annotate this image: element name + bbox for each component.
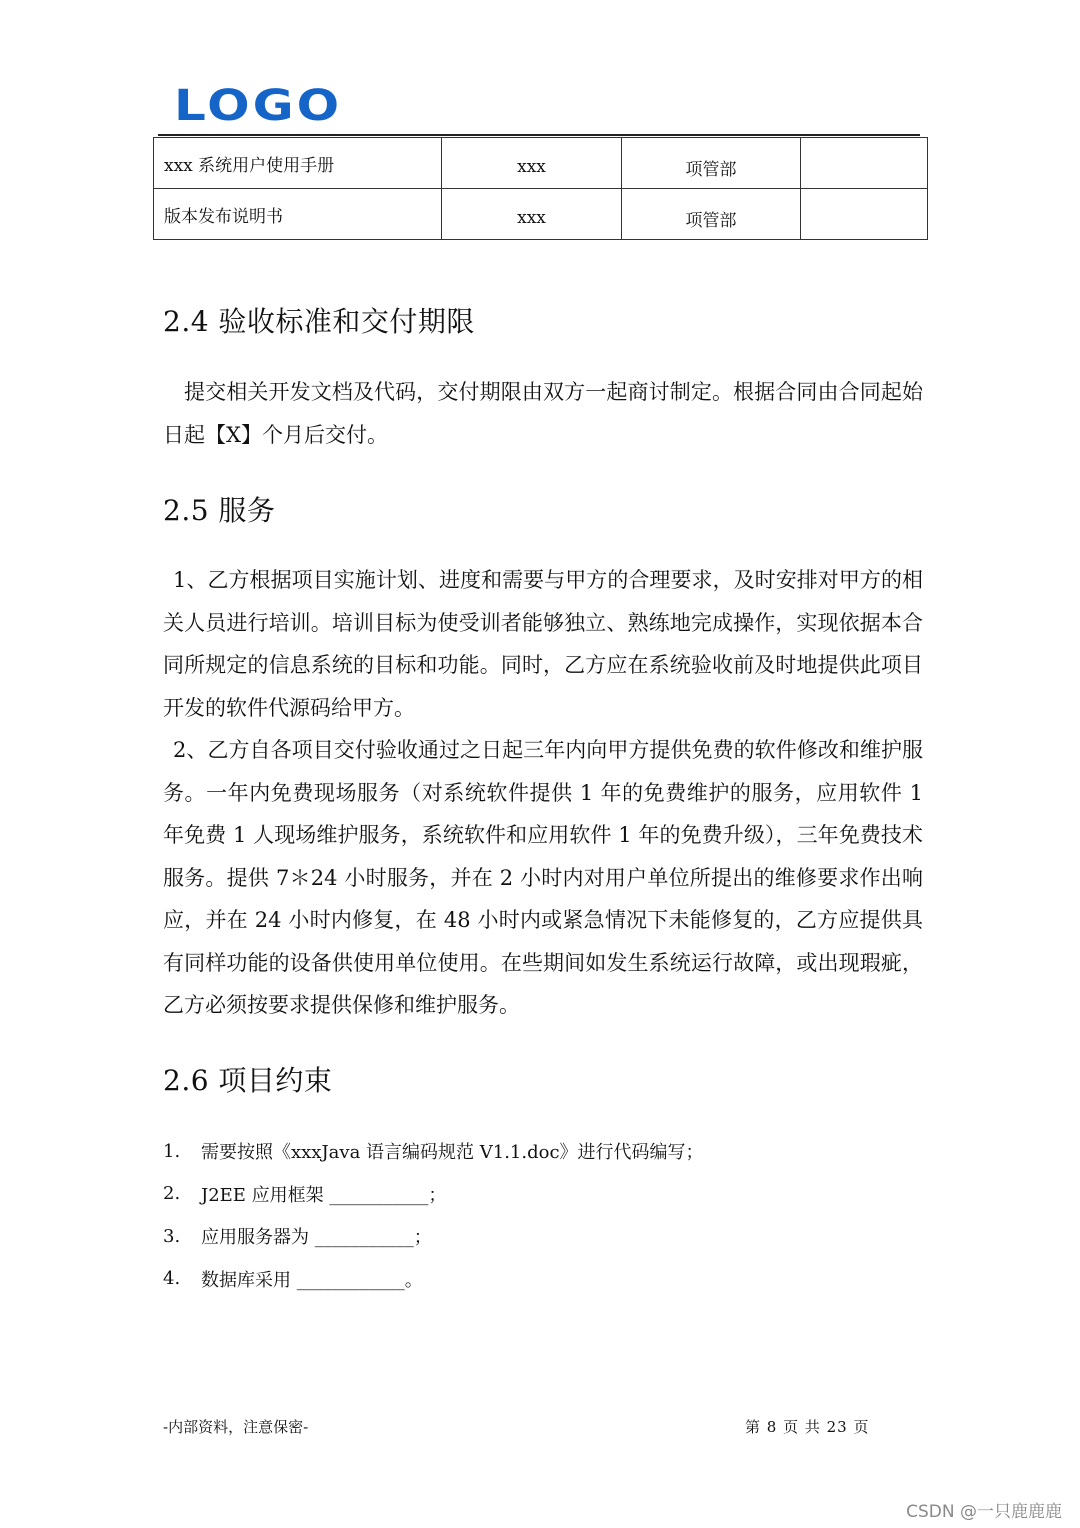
section-2-4-body xyxy=(163,371,923,456)
watermark: CSDN @一只鹿鹿鹿 xyxy=(906,1502,1062,1522)
header-rule xyxy=(158,134,920,136)
list-text: 应用服务器为 ___________； xyxy=(201,1227,432,1249)
constraint-list xyxy=(163,1130,863,1300)
list-text: J2EE 应用框架 ___________； xyxy=(201,1184,447,1206)
doc-name-cell: 版本发布说明书 xyxy=(154,189,442,240)
list-number: 1. xyxy=(163,1140,181,1162)
table-row xyxy=(154,189,928,240)
list-text: 需要按照《xxxJava 语言编码规范 V1.1.doc》进行代码编写； xyxy=(201,1142,704,1164)
doc-author-cell: xxx xyxy=(442,138,622,189)
section-heading-2-5: 2.5 服务 xyxy=(163,494,276,527)
section-heading-2-6: 2.6 项目约束 xyxy=(163,1064,333,1097)
doc-name-cell: xxx 系统用户使用手册 xyxy=(154,138,442,189)
list-item xyxy=(163,1173,863,1216)
list-number: 3. xyxy=(163,1225,181,1247)
list-number: 2. xyxy=(163,1183,181,1205)
paragraph: 提交相关开发文档及代码，交付期限由双方一起商讨制定。根据合同由合同起始日起【X】个月后交付。 xyxy=(163,380,923,447)
footer-confidential: -内部资料，注意保密- xyxy=(163,1418,309,1436)
doc-dept-cell: 项管部 xyxy=(622,138,801,189)
doc-dept-cell: 项管部 xyxy=(622,189,801,240)
service-item-1: 1、乙方根据项目实施计划、进度和需要与甲方的合理要求，及时安排对甲方的相关人员进行培训。培训目标为使受训者能够独立、熟练地完成操作，实现依据本合同所规定的信息系统的目标和功能。同时，乙方应在系统验收前及时地提供此项目开发的软件代源码给甲方。 xyxy=(163,568,923,720)
section-heading-2-4: 2.4 验收标准和交付期限 xyxy=(163,305,475,338)
logo: LOGO xyxy=(174,80,343,131)
footer-page-number: 第 8 页 共 23 页 xyxy=(745,1418,870,1436)
list-item xyxy=(163,1130,863,1173)
section-2-5-body xyxy=(163,559,923,1027)
doc-author-cell: xxx xyxy=(442,189,622,240)
service-item-2: 2、乙方自各项目交付验收通过之日起三年内向甲方提供免费的软件修改和维护服务。一年内免费现场服务（对系统软件提供 1 年的免费维护的服务，应用软件 1 年免费 1 人现场维护服务，系统软件和应用软件 1 年的免费升级），三年免费技术服务。提供 7＊24 小时服务，并在 2 小时内对用户单位所提出的维修要求作出响应，并在 24 小时内修复，在 48 小时内或紧急情况下未能修复的，乙方应提供具有同样功能的设备供使用单位使用。在些期间如发生系统运行故障，或出现瑕疵，乙方必须按要求提供保修和维护服务。 xyxy=(163,738,923,1017)
list-item xyxy=(163,1215,863,1258)
doc-extra-cell xyxy=(801,189,928,240)
table-row xyxy=(154,138,928,189)
doc-extra-cell xyxy=(801,138,928,189)
list-text: 数据库采用 ____________。 xyxy=(201,1269,423,1291)
list-number: 4. xyxy=(163,1268,181,1290)
list-item xyxy=(163,1258,863,1301)
document-table xyxy=(153,137,928,240)
